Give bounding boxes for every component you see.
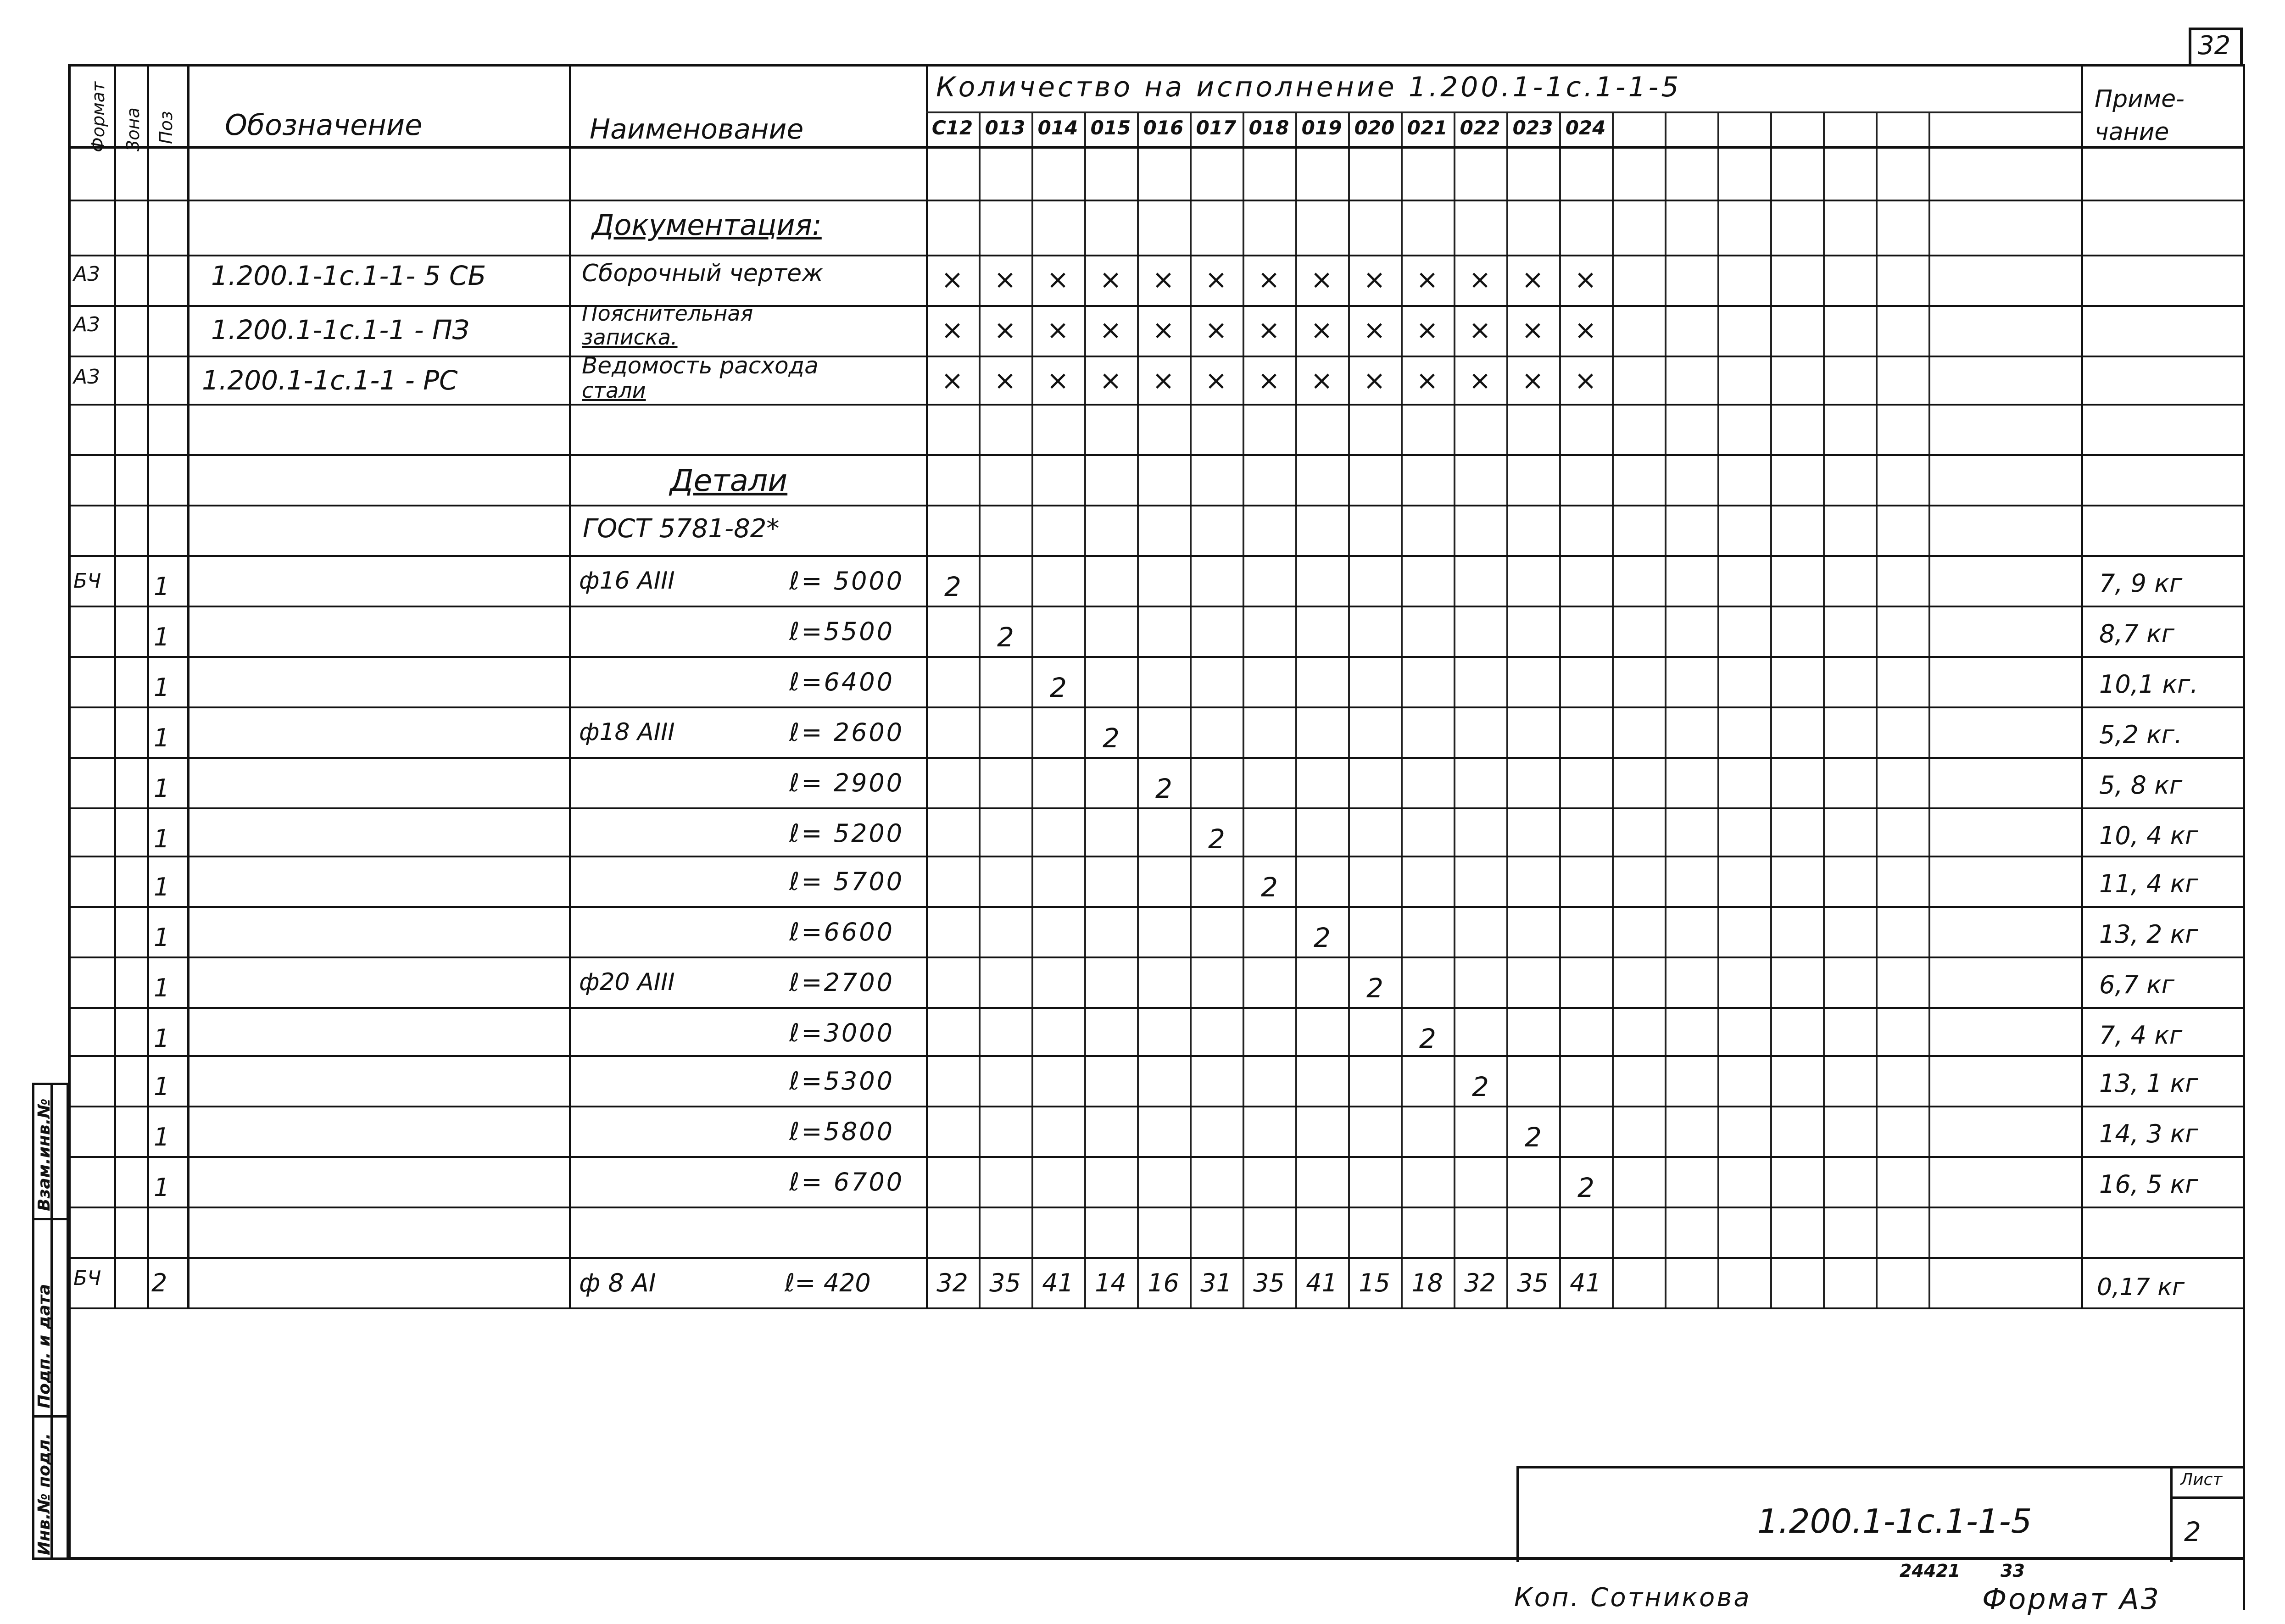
detail-length: ℓ= 5000 [789, 567, 904, 595]
grid-row-line [68, 706, 2244, 708]
doc-row-2-format: А3 [73, 313, 100, 336]
grid-row-line [68, 200, 2244, 201]
detail-note: 8,7 кг [2099, 619, 2175, 648]
detail-bar: ф16 АIII [579, 567, 675, 595]
header-format: Формат [88, 81, 108, 152]
last-row-format: БЧ [73, 1267, 101, 1290]
doc-mark: × [1047, 314, 1069, 345]
last-row-qty: 41 [1570, 1268, 1601, 1297]
doc-mark: × [1310, 365, 1333, 396]
grid-qty-col-line [1717, 112, 1719, 1307]
detail-length: ℓ=5500 [789, 617, 894, 646]
detail-length: ℓ=5300 [789, 1067, 894, 1096]
grid-col-line [114, 64, 116, 1307]
detail-pos: 1 [154, 1072, 170, 1101]
detail-qty: 2 [1366, 973, 1383, 1004]
last-row-qty: 18 [1411, 1268, 1443, 1297]
title-block-sheet-divider [2170, 1466, 2173, 1562]
footer-format: Формат А3 [1982, 1582, 2161, 1616]
doc-mark: × [1521, 365, 1544, 396]
doc-mark: × [1363, 264, 1386, 295]
detail-length: ℓ= 5700 [789, 867, 904, 896]
doc-mark: × [1258, 264, 1280, 295]
grid-row-line [68, 1257, 2244, 1259]
doc-row-2-name-line1: Пояснительная [582, 301, 753, 326]
detail-qty: 2 [1208, 823, 1225, 855]
grid-row-line [68, 1055, 2244, 1057]
doc-row-3-name-line2: стали [582, 378, 646, 403]
grid-qty-col-line [1665, 112, 1666, 1307]
doc-mark: × [1099, 365, 1122, 396]
last-row-qty: 35 [1253, 1268, 1285, 1297]
doc-mark: × [1521, 314, 1544, 345]
detail-note: 5, 8 кг [2099, 771, 2183, 800]
grid-qty-col-line [1770, 112, 1772, 1307]
detail-qty: 2 [1525, 1122, 1542, 1153]
variant-header: 017 [1196, 117, 1237, 139]
last-row-qty: 35 [1517, 1268, 1549, 1297]
footer-order-number: 24421 [1900, 1561, 1961, 1581]
doc-mark: × [1363, 314, 1386, 345]
detail-pos: 1 [154, 1024, 170, 1053]
detail-note: 11, 4 кг [2099, 869, 2198, 898]
title-block-sheet-number: 2 [2184, 1516, 2201, 1547]
detail-note: 16, 5 кг [2099, 1170, 2198, 1199]
doc-row-1-name: Сборочный чертеж [582, 260, 823, 287]
grid-col-line [187, 64, 189, 1307]
doc-mark: × [1099, 264, 1122, 295]
header-pos: Поз [156, 111, 176, 144]
section-details: Детали [670, 463, 788, 498]
detail-bar: ф20 АIII [579, 968, 675, 996]
detail-qty: 2 [1419, 1023, 1436, 1054]
grid-qty-col-line [1612, 112, 1614, 1307]
grid-row-line [68, 305, 2244, 307]
sheet-number-top: 32 [2198, 31, 2231, 61]
detail-length: ℓ= 5200 [789, 819, 904, 848]
doc-mark: × [1258, 365, 1280, 396]
header-designation: Обозначение [225, 108, 423, 142]
grid-row-line [68, 807, 2244, 809]
grid-row-line [68, 1007, 2244, 1009]
detail-pos: 1 [154, 774, 170, 803]
grid-row-line [68, 906, 2244, 908]
last-row-qty: 32 [936, 1268, 968, 1297]
doc-mark: × [1469, 365, 1491, 396]
last-row-qty: 31 [1200, 1268, 1232, 1297]
header-quantity-title: Количество на исполнение 1.200.1-1с.1-1-5 [936, 71, 1682, 103]
doc-mark: × [1469, 264, 1491, 295]
doc-mark: × [1205, 314, 1227, 345]
last-row-qty: 41 [1042, 1268, 1074, 1297]
doc-mark: × [1310, 314, 1333, 345]
doc-mark: × [1047, 264, 1069, 295]
grid-note-col-line [2081, 64, 2083, 1307]
detail-qty: 2 [1472, 1071, 1489, 1102]
grid-row-line [68, 1156, 2244, 1158]
grid-row-line [68, 606, 2244, 607]
detail-qty: 2 [1155, 773, 1172, 804]
doc-row-3-name-line1: Ведомость расхода [582, 352, 819, 379]
grid-qty-col-line [1823, 112, 1825, 1307]
detail-format: БЧ [73, 569, 101, 593]
doc-mark: × [1152, 264, 1175, 295]
header-name: Наименование [590, 113, 804, 145]
doc-mark: × [1416, 365, 1438, 396]
doc-mark: × [1416, 264, 1438, 295]
doc-mark: × [994, 314, 1016, 345]
grid-qty-header-line [926, 111, 2081, 113]
doc-mark: × [1205, 365, 1227, 396]
grid-row-line [68, 454, 2244, 456]
grid-row-line [68, 1207, 2244, 1208]
detail-pos: 1 [154, 623, 170, 651]
grid-col-line [926, 64, 928, 1307]
grid-row-line [68, 505, 2244, 506]
grid-row-line [68, 757, 2244, 759]
doc-mark: × [1258, 314, 1280, 345]
doc-mark: × [1099, 314, 1122, 345]
doc-row-1-format: А3 [73, 262, 100, 286]
doc-row-2-designation: 1.200.1-1с.1-1 - ПЗ [211, 314, 469, 345]
variant-header: 021 [1407, 117, 1448, 139]
header-zone: Зона [123, 107, 143, 151]
header-note-line2: чание [2095, 118, 2169, 146]
detail-note: 13, 1 кг [2099, 1069, 2198, 1098]
grid-row-line [68, 1106, 2244, 1107]
detail-qty: 2 [1314, 922, 1331, 953]
last-row-qty: 15 [1359, 1268, 1390, 1297]
grid-row-line [68, 656, 2244, 658]
last-row-qty: 14 [1095, 1268, 1126, 1297]
doc-mark: × [1152, 314, 1175, 345]
doc-row-3-format: А3 [73, 365, 100, 389]
detail-pos: 1 [154, 723, 170, 752]
grid-col-line [569, 64, 571, 1307]
grid-row-line [68, 255, 2244, 256]
variant-header: 022 [1460, 117, 1500, 139]
frame-right-border [2243, 64, 2245, 1610]
section-documentation: Документация: [592, 208, 822, 242]
doc-mark: × [1363, 365, 1386, 396]
grid-col-line [147, 64, 149, 1307]
doc-row-1-designation: 1.200.1-1с.1-1- 5 СБ [211, 260, 486, 291]
variant-header: 023 [1512, 117, 1553, 139]
grid-row-line [68, 146, 2244, 149]
detail-length: ℓ= 2900 [789, 768, 904, 797]
grid-row-line [68, 1307, 2244, 1309]
detail-length: ℓ=2700 [789, 968, 894, 997]
last-row-qty: 16 [1148, 1268, 1179, 1297]
footer-copied-by: Коп. Сотникова [1514, 1583, 1751, 1613]
doc-mark: × [1521, 264, 1544, 295]
detail-qty: 2 [1577, 1172, 1594, 1203]
detail-pos: 1 [154, 973, 170, 1002]
detail-note: 6,7 кг [2099, 970, 2175, 999]
last-row-pos: 2 [151, 1268, 167, 1297]
doc-mark: × [1047, 365, 1069, 396]
detail-length: ℓ= 6700 [789, 1168, 904, 1196]
detail-pos: 1 [154, 923, 170, 952]
doc-mark: × [1469, 314, 1491, 345]
side-stamp-inv-podl: Инв.№ подл. [35, 1433, 54, 1555]
doc-mark: × [1310, 264, 1333, 295]
doc-mark: × [1574, 264, 1597, 295]
doc-mark: × [941, 365, 964, 396]
grid-row-line [68, 555, 2244, 557]
doc-mark: × [1574, 365, 1597, 396]
detail-qty: 2 [944, 571, 961, 602]
detail-pos: 1 [154, 1123, 170, 1151]
variant-header: 014 [1037, 117, 1078, 139]
last-row-qty: 32 [1464, 1268, 1496, 1297]
detail-qty: 2 [1050, 672, 1067, 703]
last-row-qty: 41 [1306, 1268, 1338, 1297]
detail-pos: 1 [154, 824, 170, 853]
doc-mark: × [941, 264, 964, 295]
detail-qty: 2 [997, 622, 1014, 653]
detail-length: ℓ=3000 [789, 1018, 894, 1047]
detail-length: ℓ=5800 [789, 1117, 894, 1146]
variant-header: 024 [1565, 117, 1606, 139]
variant-header: 020 [1354, 117, 1395, 139]
last-row-bar: ф 8 АI [579, 1268, 656, 1297]
variant-header: 016 [1143, 117, 1184, 139]
detail-note: 7, 4 кг [2099, 1021, 2183, 1050]
last-row-length: ℓ= 420 [785, 1268, 871, 1297]
doc-mark: × [1152, 365, 1175, 396]
detail-bar: ф18 АIII [579, 718, 675, 746]
section-gost: ГОСТ 5781-82* [583, 514, 780, 544]
grid-qty-col-line [1876, 112, 1878, 1307]
doc-mark: × [994, 264, 1016, 295]
side-stamp-podp-data: Подп. и дата [35, 1284, 54, 1408]
detail-length: ℓ=6400 [789, 667, 894, 696]
variant-header: 013 [985, 117, 1025, 139]
grid-row-line [68, 404, 2244, 406]
grid-row-line [68, 856, 2244, 857]
last-row-note: 0,17 кг [2097, 1274, 2185, 1301]
doc-mark: × [994, 365, 1016, 396]
detail-note: 10, 4 кг [2099, 821, 2198, 850]
doc-mark: × [1205, 264, 1227, 295]
grid-row-line [68, 957, 2244, 958]
detail-note: 14, 3 кг [2099, 1119, 2198, 1148]
doc-mark: × [941, 314, 964, 345]
detail-note: 5,2 кг. [2099, 720, 2183, 749]
grid-qty-col-line [1928, 112, 1930, 1307]
detail-qty: 2 [1261, 872, 1278, 903]
doc-row-2-name-line2: записка. [582, 325, 678, 350]
detail-note: 7, 9 кг [2099, 569, 2183, 598]
doc-mark: × [1416, 314, 1438, 345]
detail-pos: 1 [154, 1173, 170, 1202]
detail-pos: 1 [154, 873, 170, 901]
detail-length: ℓ=6600 [789, 918, 894, 946]
last-row-qty: 35 [989, 1268, 1021, 1297]
footer-page-code: 33 [2001, 1561, 2025, 1581]
variant-header: С12 [931, 117, 973, 139]
variant-header: 018 [1248, 117, 1289, 139]
grid-row-line [68, 356, 2244, 357]
variant-header: 015 [1090, 117, 1131, 139]
detail-pos: 1 [154, 572, 170, 601]
title-block-sheet-line [2170, 1496, 2244, 1499]
detail-qty: 2 [1103, 723, 1120, 754]
detail-pos: 1 [154, 673, 170, 702]
title-block-designation: 1.200.1-1с.1-1-5 [1757, 1502, 2032, 1541]
variant-header: 019 [1301, 117, 1342, 139]
header-note-line1: Приме- [2095, 85, 2185, 113]
side-stamp-vzam-inv: Взам.инв.№ [35, 1098, 54, 1211]
detail-note: 13, 2 кг [2099, 920, 2198, 949]
frame-top-border [68, 64, 2245, 67]
title-block-sheet-label: Лист [2180, 1470, 2223, 1489]
detail-note: 10,1 кг. [2099, 670, 2198, 699]
doc-mark: × [1574, 314, 1597, 345]
doc-row-3-designation: 1.200.1-1с.1-1 - РС [202, 365, 458, 396]
detail-length: ℓ= 2600 [789, 718, 904, 747]
